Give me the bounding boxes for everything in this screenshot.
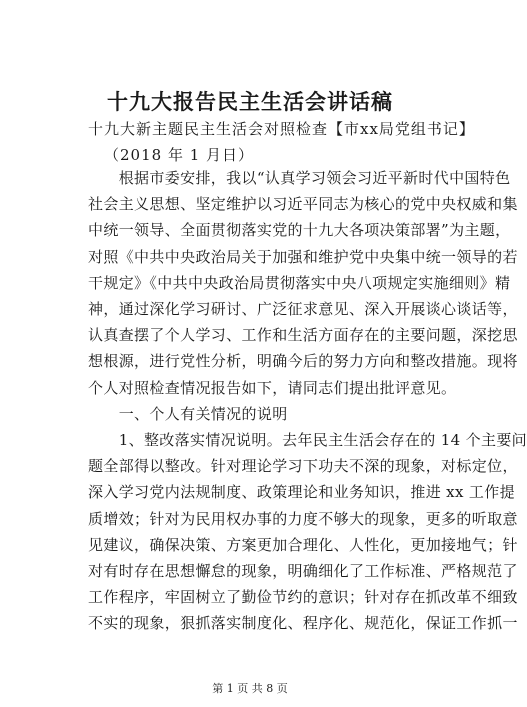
paragraph-line: 认真查摆了个人学习、工作和生活方面存在的主要问题，深挖思 bbox=[88, 326, 518, 345]
paragraph-line: 对有时存在思想懈怠的现象，明确细化了工作标准、严格规范了 bbox=[88, 561, 518, 580]
paragraph-line: 1、整改落实情况说明。去年民主生活会存在的 14 个主要问 bbox=[88, 431, 527, 449]
page-footer: 第 1 页 共 8 页 bbox=[212, 682, 288, 695]
paragraph-line: 质增效；针对为民用权办事的力度不够大的现象，更多的听取意 bbox=[88, 509, 518, 528]
paragraph-line: 干规定》《中共中央政治局贯彻落实中央八项规定实施细则》精 bbox=[88, 273, 511, 292]
paragraph-line: 对照《中共中央政治局关于加强和维护党中央集中统一领导的若 bbox=[88, 247, 518, 266]
paragraph-line: 不实的现象，狠抓落实制度化、程序化、规范化，保证工作抓一 bbox=[88, 614, 518, 633]
paragraph-line: 中统一领导、全面贯彻落实党的十九大各项决策部署”为主题， bbox=[88, 221, 511, 240]
paragraph-line: 深入学习党内法规制度、政策理论和业务知识，推进 xx 工作提 bbox=[88, 483, 515, 502]
paragraph-line: 社会主义思想、坚定维护以习近平同志为核心的党中央权威和集 bbox=[88, 195, 518, 214]
paragraph-line: 工作程序，牢固树立了勤俭节约的意识；针对存在抓改革不细致 bbox=[88, 588, 518, 607]
paragraph-line: 个人对照检查情况报告如下，请同志们提出批评意见。 bbox=[88, 378, 457, 397]
paragraph-line: 题全部得以整改。针对理论学习下功夫不深的现象，对标定位， bbox=[88, 457, 518, 476]
paragraph-line: 见建议，确保决策、方案更加合理化、人性化，更加接地气；针 bbox=[88, 535, 518, 554]
section-heading: 一、个人有关情况的说明 bbox=[88, 404, 288, 423]
paragraph-line: 神，通过深化学习研讨、广泛征求意见、深入开展谈心谈话等， bbox=[88, 299, 518, 318]
paragraph-rectification bbox=[88, 427, 527, 637]
paragraph-line: 想根源，进行党性分析，明确今后的努力方向和整改措施。现将 bbox=[88, 352, 518, 371]
paragraph-intro bbox=[88, 165, 518, 427]
document-date: （2018 年 1 月日） bbox=[104, 146, 255, 164]
document-subtitle: 十九大新主题民主生活会对照检查【市xx局党组书记】 bbox=[88, 120, 475, 138]
paragraph-line: 根据市委安排，我以“认真学习领会习近平新时代中国特色 bbox=[88, 169, 511, 187]
document-title: 十九大报告民主生活会讲话稿 bbox=[107, 89, 393, 114]
